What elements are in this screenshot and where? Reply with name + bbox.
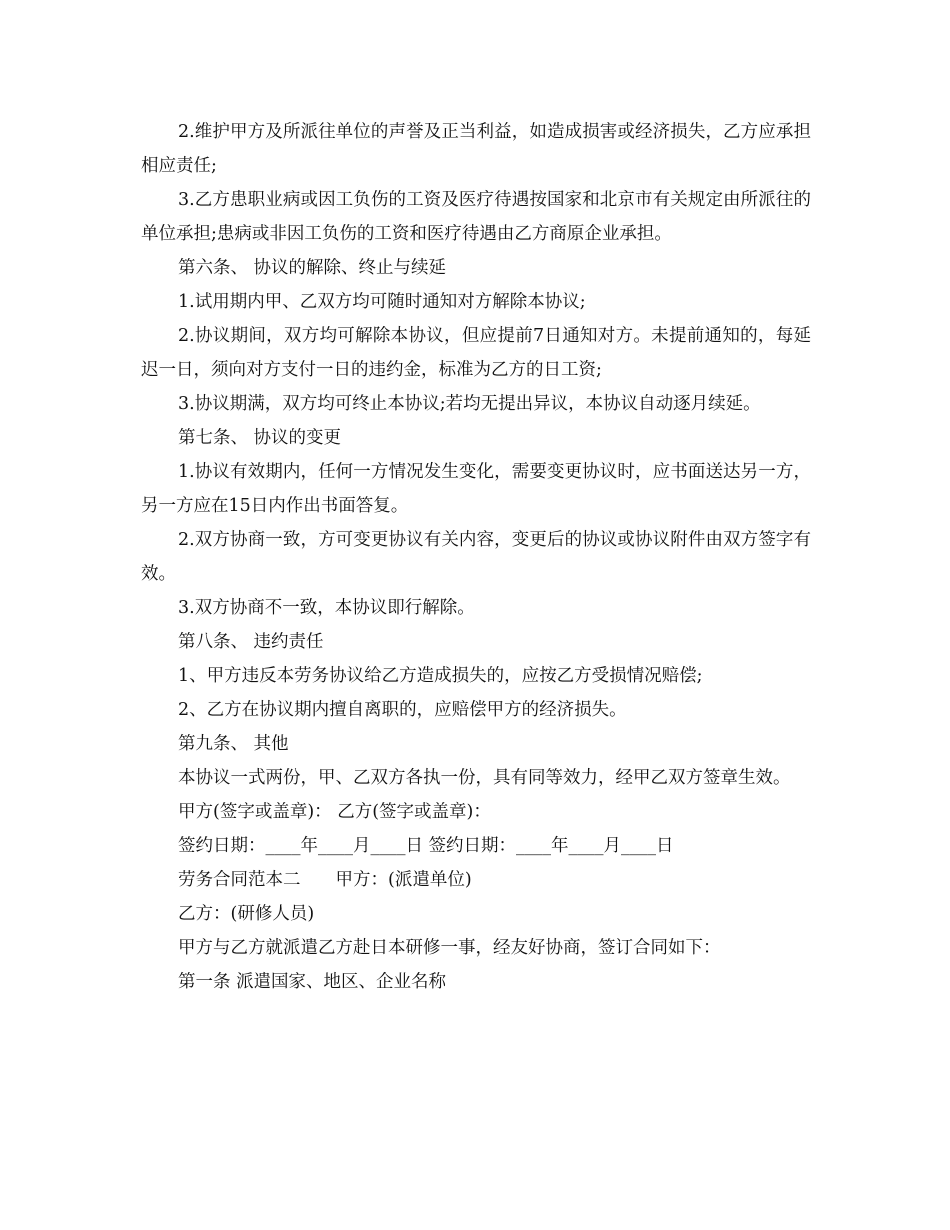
clause-9-text: 本协议一式两份，甲、乙双方各执一份，具有同等效力，经甲乙双方签章生效。 [178, 768, 791, 788]
clause-8-heading: 第八条、 违约责任 [178, 632, 324, 652]
clause-7-item-1: 1.协议有效期内，任何一方情况发生变化，需要变更协议时，应书面送达另一方，另一方应在15日内作出书面答复。 [141, 462, 811, 516]
signature-line: 甲方(签字或盖章)： 乙方(签字或盖章)： [178, 802, 491, 822]
clause-6-item-1: 1.试用期内甲、乙双方均可随时通知对方解除本协议; [178, 292, 586, 312]
clause-8-item-1: 1、甲方违反本劳务协议给乙方造成损失的，应按乙方受损情况赔偿; [178, 666, 703, 686]
clause-9-heading: 第九条、 其他 [178, 734, 289, 754]
party-b-line: 乙方：(研修人员) [178, 904, 315, 924]
contract-intro: 甲方与乙方就派遣乙方赴日本研修一事，经友好协商，签订合同如下： [178, 938, 721, 958]
clause-5-item-2: 2.维护甲方及所派往单位的声誉及正当利益，如造成损害或经济损失，乙方应承担相应责任; [141, 122, 811, 176]
clause-8-item-2: 2、乙方在协议期内擅自离职的，应赔偿甲方的经济损失。 [178, 700, 627, 720]
contract-template-2-title: 劳务合同范本二 甲方：(派遣单位) [178, 870, 472, 890]
clause-6-item-3: 3.协议期满，双方均可终止本协议;若均无提出异议，本协议自动逐月续延。 [178, 394, 761, 414]
document-body [141, 115, 811, 999]
clause-5-item-3: 3.乙方患职业病或因工负伤的工资及医疗待遇按国家和北京市有关规定由所派往的单位承担;患病或非因工负伤的工资和医疗待遇由乙方商原企业承担。 [141, 190, 811, 244]
clause-6-heading: 第六条、 协议的解除、终止与续延 [178, 258, 447, 278]
clause-6-item-2: 2.协议期间，双方均可解除本协议，但应提前7日通知对方。未提前通知的，每延迟一日，须向对方支付一日的违约金，标准为乙方的日工资; [141, 326, 811, 380]
article-1-heading: 第一条 派遣国家、地区、企业名称 [178, 972, 447, 992]
clause-7-heading: 第七条、 协议的变更 [178, 428, 342, 448]
signing-date-line: 签约日期：____年____月____日 签约日期：____年____月____日 [178, 836, 674, 856]
clause-7-item-3: 3.双方协商不一致，本协议即行解除。 [178, 598, 475, 618]
clause-7-item-2: 2.双方协商一致，方可变更协议有关内容，变更后的协议或协议附件由双方签字有效。 [141, 530, 811, 584]
